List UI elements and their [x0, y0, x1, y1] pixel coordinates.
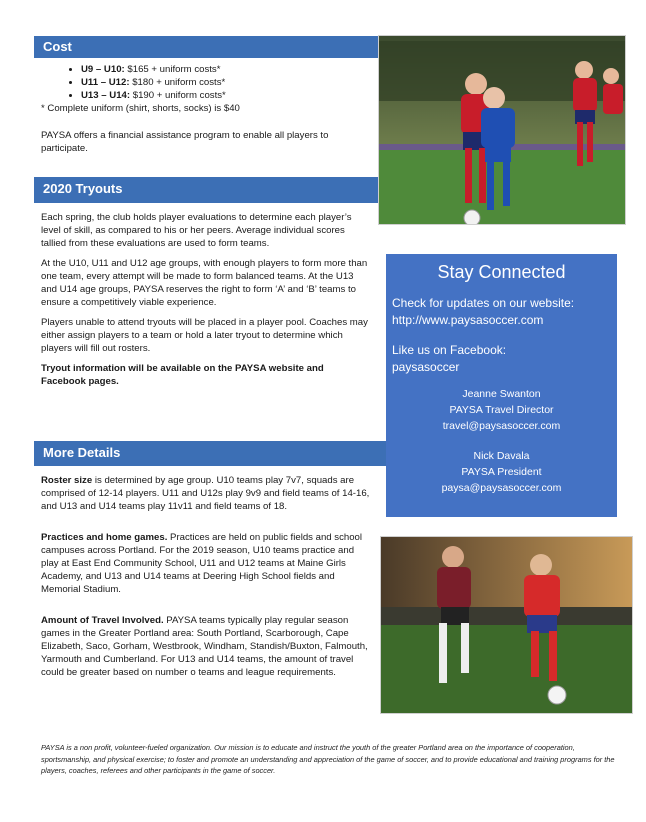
website-text: Check for updates on our website:: [392, 296, 575, 310]
mission-statement: PAYSA is a non profit, volunteer-fueled organization. Our mission is to educate and instruct the youth of the greater Portland area on the importance of cooperation, sportsmanship, and physical exercise; to foster and promote an understanding and appreciation of the game of soccer, and to provide educational and training programs for the players, coaches, referees and other participants in the game of soccer.: [41, 743, 615, 775]
tryouts-paragraph: Players unable to attend tryouts will be placed in a player pool. Coaches may either assign players to a team or hold a later tryout to determine which players will fill out rosters.: [41, 317, 368, 354]
cost-list: [41, 63, 371, 102]
cost-item: • U11 – U12: $180 + uniform costs*: [81, 76, 371, 89]
tryouts-section: [41, 211, 369, 395]
details-title: More Details: [43, 445, 121, 460]
tryouts-title: 2020 Tryouts: [43, 181, 123, 196]
contact-card: [392, 448, 611, 496]
cost-item: • U13 – U14: $190 + uniform costs*: [81, 89, 371, 102]
uniform-note: * Complete uniform (shirt, shorts, socks) is $40: [41, 103, 240, 114]
girls-soccer-illustration: [379, 36, 625, 224]
contact-role: PAYSA President: [461, 466, 542, 478]
tryouts-info: Tryout information will be available on the PAYSA website and Facebook pages.: [41, 363, 324, 387]
contact-email[interactable]: travel@paysasoccer.com: [442, 420, 561, 432]
contact-name: Jeanne Swanton: [462, 388, 541, 400]
tryouts-paragraph: At the U10, U11 and U12 age groups, with enough players to form more than one team, every attempt will be made to form balanced teams. At the U13 and U14 age groups, PAYSA reserves the right to form ‘A’ and ‘B’ teams to ensure a competitively viable experience.: [41, 258, 368, 308]
tryouts-header: [34, 177, 378, 203]
details-header: [34, 441, 386, 466]
girls-soccer-photo: [378, 35, 626, 225]
contact-email[interactable]: paysa@paysasoccer.com: [441, 482, 562, 494]
contact-name: Nick Davala: [473, 450, 530, 462]
stay-connected-box: [386, 254, 617, 517]
travel-paragraph: Amount of Travel Involved. PAYSA teams typically play regular season games in the Greater Portland area: South Portland, Scarborough, Cape Elizabeth, Saco, Gorham, Westbrook, Windham, Standish/Buxton, Falmouth, Yarmouth and Cumberland. For U13 and U14 teams, the amount of travel could be greater based on number o teams and league requirements.: [41, 615, 368, 678]
cost-section: [41, 63, 371, 162]
tryouts-paragraph: Each spring, the club holds player evaluations to determine each player’s level of skill, as compared to his or her peers. Average individual scores tallied from these evaluations are used to form teams.: [41, 212, 352, 249]
cost-title: Cost: [43, 39, 72, 54]
facebook-text: Like us on Facebook:: [392, 343, 507, 357]
practices-paragraph: Practices and home games. Practices are held on public fields and school campuses across Portland. For the 2019 season, U10 teams practice and play at East End Community School, U11 and U12 teams at Maine Girls Academy, and U13 and U14 teams at Deering High School fields and Memorial Stadium.: [41, 532, 363, 595]
details-section: [41, 474, 374, 686]
cost-item: • U9 – U10: $165 + uniform costs*: [81, 63, 371, 76]
boys-soccer-photo: [380, 536, 633, 714]
facebook-link[interactable]: paysasoccer: [392, 360, 460, 374]
contact-role: PAYSA Travel Director: [449, 404, 554, 416]
stay-connected-title: Stay Connected: [437, 262, 566, 282]
contact-card: [392, 386, 611, 434]
roster-paragraph: Roster size is determined by age group. U10 teams play 7v7, squads are comprised of 12-14 players. U11 and U12s play 9v9 and field teams of 14-16, and U13 and U14 teams play 11v11 and field teams of 18.: [41, 475, 370, 512]
website-link[interactable]: http://www.paysasoccer.com: [392, 313, 544, 327]
assistance-text: PAYSA offers a financial assistance program to enable all players to participate.: [41, 130, 329, 154]
cost-header: [34, 36, 378, 58]
boys-soccer-illustration: [381, 537, 632, 713]
